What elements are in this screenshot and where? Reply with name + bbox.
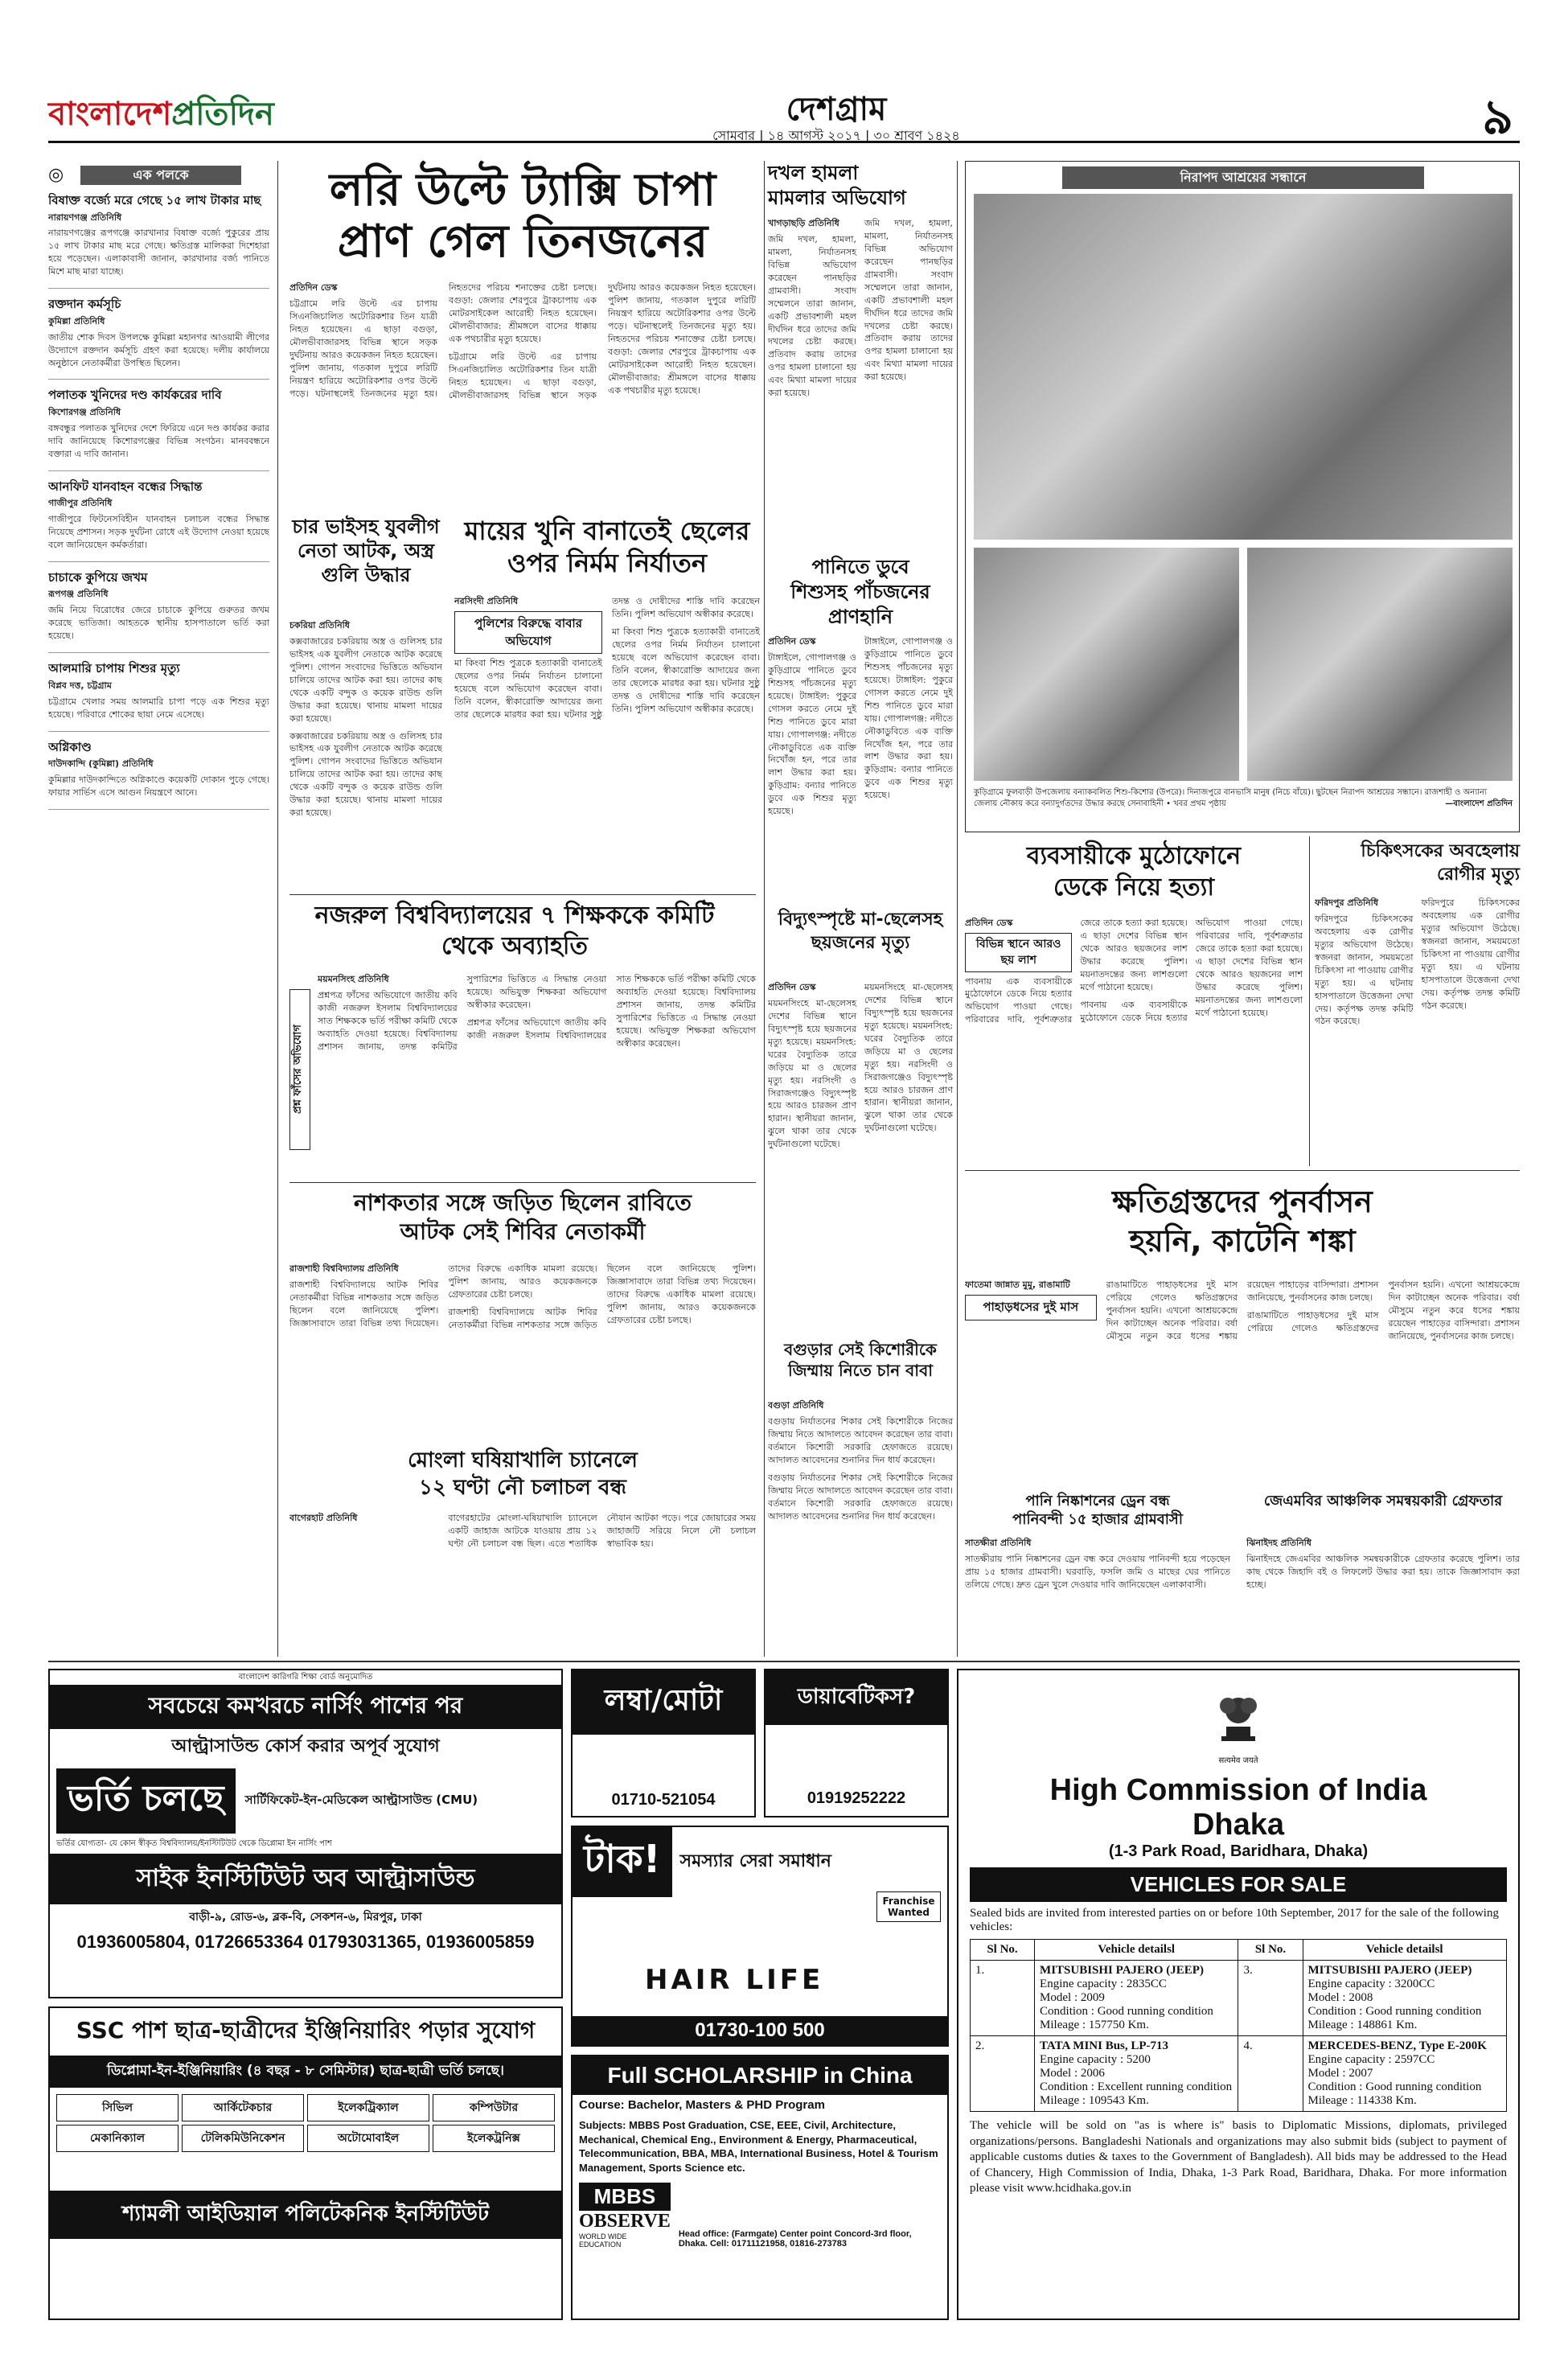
rajshahi-text: রাজশাহী বিশ্ববিদ্যালয়ে আটক শিবির নেতাকর্মীরা বিভিন্ন নাশকতার সঙ্গে জড়িত ছিলেন বলে জানিয়েছে পুলিশ। জিজ্ঞাসাবাদে তারা বিভিন্ন তথ্য দিয়েছেন। তাদের বিরুদ্ধে একাধিক মামলা রয়েছে। পুলিশ জানায়, আরও কয়েকজনকে গ্রেফতারের চেষ্টা চলছে।	[289, 1263, 597, 1329]
ek-palak-list	[48, 193, 269, 810]
scholarship-ad-tagline: WORLD WIDE EDUCATION	[579, 2232, 627, 2249]
section-title: দেশগ্রাম	[786, 91, 887, 128]
vehicle-name: MITSUBISHI PAJERO (JEEP)	[1040, 1964, 1204, 1977]
mongla-headline[interactable]	[289, 1448, 756, 1502]
ashoka-emblem-icon	[1210, 1678, 1266, 1751]
vehicle-engine: Engine capacity : 5200	[1040, 2053, 1151, 2066]
ek-palak-item-byline: নারায়ণগঞ্জ প্রতিনিধি	[48, 212, 122, 223]
arrest-headline[interactable]: চার ভাইসহ যুবলীগ নেতা আটক, অস্ত্র গুলি উদ্ধার	[292, 515, 440, 586]
photo-feature	[965, 161, 1520, 832]
vehicle-sl: 1.	[971, 1961, 1035, 2036]
land-text: জমি দখল, হামলা, মামলা, নির্যাতনসহ বিভিন্ন অভিযোগ করেছেন পানছড়ির গ্রামবাসী। সংবাদ সম্মেলনে তারা জানান, একটি প্রভাবশালী মহল দীর্ঘদিন ধরে তাদের জমি দখলের চেষ্টা করছে। প্রতিবাদ করায় তাদের ওপর হামলা চালানো হয় এবং মিথ্যা মামলা দায়ের করা হয়েছে।	[768, 233, 856, 399]
rajshahi-byline: রাজশাহী বিশ্ববিদ্যালয় প্রতিনিধি	[289, 1263, 399, 1274]
vehicle-sl: 2.	[971, 2036, 1035, 2112]
business-subhead: বিভিন্ন স্থানে আরও ছয় লাশ	[965, 933, 1072, 972]
hair-ad-brand: HAIR LIFE	[645, 1964, 824, 1996]
ek-palak-item-title: রক্তদান কর্মসূচি	[48, 297, 121, 312]
rajshahi-headline-line2: আটক সেই শিবির নেতাকর্মী	[400, 1218, 646, 1246]
water-headline-line1: পানি নিষ্কাশনের ড্রেন বন্ধ	[1025, 1493, 1170, 1509]
flood-photo-bottom-right[interactable]	[1247, 548, 1513, 781]
lead-headline[interactable]	[289, 165, 756, 269]
ek-palak-item-title: বিষাক্ত বর্জ্যে মরে গেছে ১৫ লাখ টাকার মাছ	[48, 193, 261, 207]
ek-palak-item[interactable]	[48, 570, 269, 653]
ek-palak-item[interactable]	[48, 479, 269, 562]
university-side-label-box	[289, 989, 310, 1150]
land-byline: খাগড়াছড়ি প্রতিনিধি	[768, 218, 839, 228]
hci-city: Dhaka	[1192, 1808, 1285, 1842]
university-text: প্রশ্নপত্র ফাঁসের অভিযোগে জাতীয় কবি কাজী নজরুল ইসলাম বিশ্ববিদ্যালয়ের সাত শিক্ষককে ভর্তি পরীক্ষা কমিটি থেকে অব্যাহতি দেওয়া হয়েছে। বিশ্ববিদ্যালয় প্রশাসন জানায়, তদন্ত কমিটির সুপারিশের ভিত্তিতে এ সিদ্ধান্ত নেওয়া হয়েছে। অভিযুক্ত শিক্ষকরা অভিযোগ অস্বীকার করেছেন।	[318, 974, 607, 1052]
nursing-ad-institute: সাইক ইনস্টিটিউট অব আল্ট্রাসাউন্ড	[50, 1854, 561, 1904]
col-vehicle: Vehicle detailsl	[1035, 1940, 1238, 1961]
emblem-motto: सत्यमेव जयते	[1218, 1756, 1258, 1765]
mother-headline[interactable]: মায়ের খুনি বানাতেই ছেলের ওপর নির্মম নির্যাতন	[464, 515, 750, 578]
university-body	[318, 973, 756, 1174]
mother-text: মা কিংবা শিশু পুত্রকে হত্যাকারী বানাতেই ছেলের ওপর নির্মম নির্যাতন চালানো হয়েছে বলে অভিযোগ করেছেন বাবা। তিনি বলেন, স্বীকারোক্তি আদায়ের জন্য তার ছেলেকে মারধর করা হয়। ঘটনার সুষ্ঠু তদন্ত ও দোষীদের শাস্তি দাবি করেছেন তিনি। পুলিশ অভিযোগ অস্বীকার করেছে।	[454, 596, 760, 721]
electric-byline: প্রতিদিন ডেস্ক	[768, 982, 816, 992]
mongla-headline-line2: ১২ ঘণ্টা নৌ চলাচল বন্ধ	[418, 1475, 627, 1500]
nursing-ad-course: সার্টিফিকেট-ইন-মেডিকেল আল্ট্রাসাউন্ড (CMU)	[244, 1792, 478, 1807]
lower-right-stories	[965, 1492, 1520, 1653]
mother-body	[454, 595, 760, 893]
ek-palak-item-body: চট্টগ্রামে খেলার সময় আলমারি চাপা পড়ে এক শিশুর মৃত্যু হয়েছে। পরিবারে শোকের ছায়া নেমে এসেছে।	[48, 696, 269, 720]
col-sl: Sl No.	[1238, 1940, 1303, 1961]
ads-divider	[48, 1661, 1520, 1662]
vehicle-details	[1035, 1961, 1238, 2036]
vehicle-condition: Condition : Good running condition	[1307, 2005, 1482, 2018]
mongla-byline: বাগেরহাট প্রতিনিধি	[289, 1513, 358, 1523]
vehicles-table	[970, 1939, 1507, 2112]
jmb-headline[interactable]: জেএমবির আঞ্চলিক সমন্বয়কারী গ্রেফতার	[1263, 1493, 1503, 1509]
scholarship-ad[interactable]	[571, 2055, 949, 2320]
electric-text: ময়মনসিংহে মা-ছেলেসহ দেশের বিভিন্ন স্থানে বিদ্যুৎস্পৃষ্ট হয়ে ছয়জনের মৃত্যু হয়েছে। ময়মনসিংহ: ঘরের বৈদ্যুতিক তারে জড়িয়ে মা ও ছেলের মৃত্যু হয়। নরসিংদী ও সিরাজগঞ্জেও বিদ্যুৎস্পৃষ্ট হয়ে আরও চারজন প্রাণ হারান। স্থানীয়রা জানান, ঝুলে থাকা তার থেকে দুর্ঘটনাগুলো ঘটেছে।	[768, 997, 856, 1150]
ssc-ad-headline: SSC পাশ ছাত্র-ছাত্রীদের ইঞ্জিনিয়ারিং পড়ার সুযোগ	[76, 2017, 536, 2043]
vehicles-table-body	[971, 1961, 1507, 2112]
vehicle-model: Model : 2006	[1040, 2067, 1105, 2080]
vehicle-engine: Engine capacity : 3200CC	[1307, 1978, 1435, 1990]
business-body	[965, 917, 1303, 1158]
business-headline-line2: ডেকে নিয়ে হত্যা	[1053, 873, 1215, 902]
ek-palak-item-body: গাজীপুরে ফিটনেসবিহীন যানবাহন চলাচল বন্ধের সিদ্ধান্ত নিয়েছে প্রশাসন। সড়ক দুর্ঘটনা রোধে এই উদ্যোগ নেওয়া হয়েছে বলে জানিয়েছেন কর্মকর্তারা।	[48, 514, 269, 550]
scholarship-ad-subjects: Subjects: MBBS Post Graduation, CSE, EEE, Civil, Architecture, Mechanical, Chemical Eng., Environment & Energy, Pharmaceutical, Telecommunication, BBA, MBA, International Business, Hotel & Tourism Management, Sports Science etc.	[579, 2119, 938, 2174]
ssc-department: ইলেকট্রনিক্স	[433, 2125, 555, 2152]
flood-photo-top[interactable]	[974, 194, 1513, 540]
university-text-repeat: প্রশ্নপত্র ফাঁসের অভিযোগে জাতীয় কবি কাজী নজরুল ইসলাম বিশ্ববিদ্যালয়ের সাত শিক্ষককে ভর্তি পরীক্ষা কমিটি থেকে অব্যাহতি দেওয়া হয়েছে। বিশ্ববিদ্যালয় প্রশাসন জানায়, তদন্ত কমিটির সুপারিশের ভিত্তিতে এ সিদ্ধান্ত নেওয়া হয়েছে। অভিযুক্ত শিক্ষকরা অভিযোগ অস্বীকার করেছেন।	[466, 974, 756, 1049]
vehicle-model: Model : 2007	[1307, 2067, 1373, 2080]
masthead	[48, 80, 1520, 146]
logo-part-b: প্রতিদিন	[171, 96, 274, 133]
vehicle-condition: Condition : Good running condition	[1307, 2080, 1482, 2093]
vehicle-condition: Condition : Good running condition	[1040, 2005, 1213, 2018]
ssc-ad[interactable]	[48, 2006, 563, 2320]
bogra-text: বগুড়ায় নির্যাতনের শিকার সেই কিশোরীকে নিজের জিম্মায় নিতে আদালতে আবেদন করেছেন তার বাবা। বর্তমানে কিশোরী সরকারি হেফাজতে রয়েছে। আদালত আবেদনের শুনানির দিন ধার্য করেছেন।	[768, 1415, 953, 1465]
scholarship-ad-headline: Full SCHOLARSHIP in China	[573, 2056, 947, 2095]
jmb-body	[1246, 1537, 1520, 1649]
arrest-byline: চকরিয়া প্রতিনিধি	[289, 620, 350, 630]
vehicles-table-header	[971, 1940, 1507, 1961]
rangamati-subhead: পাহাড়ধসের দুই মাস	[965, 1295, 1097, 1320]
lead-text-repeat: চট্টগ্রামে লরি উল্টে এর চাপায় সিএনজিচালিত অটোরিকশার তিন যাত্রী নিহত হয়েছেন। এ ছাড়া বগুড়া, মৌলভীবাজারসহ বিভিন্ন স্থানে সড়ক দুর্ঘটনায় আরও কয়েকজন নিহত হয়েছেন। পুলিশ জানায়, গতকাল দুপুরে লরিটি নিয়ন্ত্রণ হারিয়ে অটোরিকশার ওপর উল্টে পড়ে। ঘটনাস্থলেই তিনজনের মৃত্যু হয়। নিহতদের পরিচয় শনাক্তের চেষ্টা চলছে। বগুড়া: জেলার শেরপুরে ট্রাকচাপায় এক মোটরসাইকেল আরোহী নিহত হয়েছেন। মৌলভীবাজার: শ্রীমঙ্গলে বাসের ধাক্কায় এক পথচারীর মৃত্যু হয়েছে।	[449, 282, 756, 400]
vehicle-mileage: Mileage : 109543 Km.	[1040, 2094, 1149, 2107]
water-byline: সাতক্ষীরা প্রতিনিধি	[965, 1538, 1032, 1548]
land-text-repeat: জমি দখল, হামলা, মামলা, নির্যাতনসহ বিভিন্ন অভিযোগ করেছেন পানছড়ির গ্রামবাসী। সংবাদ সম্মেলনে তারা জানান, একটি প্রভাবশালী মহল দীর্ঘদিন ধরে তাদের জমি দখলের চেষ্টা করছে। প্রতিবাদ করায় তাদের ওপর হামলা চালানো হয় এবং মিথ্যা মামলা দায়ের করা হয়েছে।	[864, 218, 953, 383]
nursing-ad-top: বাংলাদেশ কারিগরি শিক্ষা বোর্ড অনুমোদিত	[238, 1673, 373, 1682]
vehicle-engine: Engine capacity : 2835CC	[1040, 1978, 1167, 1990]
ssc-ad-institute: শ্যামলী আইডিয়াল পলিটেকনিক ইনস্টিটিউট	[50, 2191, 561, 2239]
nursing-ad[interactable]	[48, 1669, 563, 1998]
university-headline[interactable]: নজরুল বিশ্ববিদ্যালয়ের ৭ শিক্ষককে কমিটি থেকে অব্যাহতি	[314, 902, 715, 960]
land-body	[768, 217, 953, 539]
nursing-ad-admission: ভর্তি চলছে	[56, 1768, 236, 1834]
ek-palak-item-body: জাতীয় শোক দিবস উপলক্ষে কুমিল্লা মহানগর আওয়ামী লীগের উদ্যোগে রক্তদান কর্মসূচি গ্রহণ করা হয়েছে। দলীয় কার্যালয়ে অনুষ্ঠানে নেতাকর্মীরা উপস্থিত ছিলেন।	[48, 331, 269, 368]
ek-palak-item-byline: বিপ্লব দত্ত, চট্টগ্রাম	[48, 680, 112, 691]
bogra-headline[interactable]: বগুড়ার সেই কিশোরীকে জিম্মায় নিতে চান বাবা	[784, 1340, 937, 1380]
photo-caption-text: কুড়িগ্রামে ফুলবাড়ী উপজেলায় বন্যাকবলিত শিশু-কিশোর (উপরে)। দিনাজপুরে বানভাসি মানুষ (নিচে বাঁয়ে)। ছুটছেন নিরাপদ আশ্রয়ের সন্ধানে। রাজশাহী ও অন্যান্য জেলায় নৌকায় করে বন্যাদুর্গতদের উদ্ধার করছে সেনাবাহিনী • খবর প্রথম পৃষ্ঠায়	[974, 788, 1487, 808]
column-divider	[957, 161, 958, 1657]
drown-body	[768, 635, 953, 901]
nursing-ad-phones: 01936005804, 01726653364 01793031365, 01936005859	[76, 1932, 535, 1952]
ek-palak-item-title: আনফিট যানবাহন বন্ধের সিদ্ধান্ত	[48, 478, 203, 494]
ek-palak-item-title: অগ্নিকাণ্ড	[48, 739, 92, 754]
water-headline-line2: পানিবন্দী ১৫ হাজার গ্রামবাসী	[1012, 1511, 1183, 1529]
ssc-department: ইলেকট্রিক্যাল	[307, 2094, 429, 2121]
drown-headline[interactable]	[768, 555, 953, 630]
vehicle-name: MERCEDES-BENZ, Type E-200K	[1307, 2039, 1487, 2052]
lead-body	[289, 281, 756, 507]
nursing-ad-headline: সবচেয়ে কমখরচে নার্সিং পাশের পর	[50, 1685, 561, 1729]
hci-address: (1-3 Park Road, Baridhara, Dhaka)	[1108, 1842, 1369, 1860]
jmb-text: ঝিনাইদহে জেএমবির আঞ্চলিক সমন্বয়কারীকে গ্রেফতার করেছে পুলিশ। তার কাছ থেকে জিহাদি বই ও লিফলেট উদ্ধার করা হয়। তাকে জিজ্ঞাসাবাদ করা হচ্ছে।	[1246, 1553, 1520, 1590]
mongla-text: বাগেরহাটের মোংলা-ঘষিয়াখালি চ্যানেলে একটি জাহাজ আটকে যাওয়ায় প্রায় ১২ ঘণ্টা নৌ চলাচল বন্ধ ছিল। এতে শতাধিক নৌযান আটকা পড়ে। পরে জোয়ারের সময় জাহাজটি সরিয়ে নিলে নৌ চলাচল স্বাভাবিক হয়।	[448, 1513, 756, 1549]
vehicle-sl: 3.	[1238, 1961, 1303, 2036]
business-byline: প্রতিদিন ডেস্ক	[965, 918, 1013, 928]
rangamati-text-repeat: রাঙামাটিতে পাহাড়ধসের দুই মাস পেরিয়ে গেলেও ক্ষতিগ্রস্তদের পুনর্বাসন হয়নি। এখনো আশ্রয়কেন্দ্রে দিন কাটাচ্ছেন অনেক পরিবার। বর্ষা মৌসুমে নতুন করে ধসের শঙ্কায় রয়েছেন পাহাড়ের বাসিন্দারা। প্রশাসন জানিয়েছে, পুনর্বাসনের কাজ চলছে।	[1247, 1279, 1520, 1341]
table-row	[971, 1961, 1507, 2036]
doctor-body	[1315, 897, 1520, 1162]
drown-text-repeat: টাঙ্গাইলে, গোপালগঞ্জ ও কুড়িগ্রামে পানিতে ডুবে শিশুসহ পাঁচজনের মৃত্যু হয়েছে। টাঙ্গাইল: পুকুরে গোসল করতে নেমে দুই শিশু পানিতে ডুবে মারা যায়। গোপালগঞ্জ: নদীতে নৌকাডুবিতে এক ব্যক্তি নিখোঁজ হন, পরে তার লাশ উদ্ধার করা হয়। কুড়িগ্রাম: বন্যার পানিতে ডুবে এক শিশুর মৃত্যু হয়েছে।	[864, 636, 953, 801]
ek-palak-item-byline: দাউদকান্দি (কুমিল্লা) প্রতিনিধি	[48, 758, 154, 769]
ek-palak-item-byline: গাজীপুর প্রতিনিধি	[48, 498, 113, 509]
business-headline-line1: ব্যবসায়ীকে মুঠোফোনে	[1026, 842, 1242, 870]
rajshahi-text-repeat: রাজশাহী বিশ্ববিদ্যালয়ে আটক শিবির নেতাকর্মীরা বিভিন্ন নাশকতার সঙ্গে জড়িত ছিলেন বলে জানিয়েছে পুলিশ। জিজ্ঞাসাবাদে তারা বিভিন্ন তথ্য দিয়েছেন। তাদের বিরুদ্ধে একাধিক মামলা রয়েছে। পুলিশ জানায়, আরও কয়েকজনকে গ্রেফতারের চেষ্টা চলছে।	[448, 1263, 756, 1330]
doctor-text-repeat: ফরিদপুরে চিকিৎসকের অবহেলায় এক রোগীর মৃত্যুর অভিযোগ উঠেছে। স্বজনরা জানান, সময়মতো চিকিৎসা না পাওয়ায় রোগীর মৃত্যু হয়। এ ঘটনায় হাসপাতালে উত্তেজনা দেখা দেয়। কর্তৃপক্ষ তদন্ত কমিটি গঠন করেছে।	[1421, 897, 1520, 1011]
arrest-body	[289, 619, 442, 893]
mother-text-repeat: মা কিংবা শিশু পুত্রকে হত্যাকারী বানাতেই ছেলের ওপর নির্মম নির্যাতন চালানো হয়েছে বলে অভিযোগ করেছেন বাবা। তিনি বলেন, স্বীকারোক্তি আদায়ের জন্য তার ছেলেকে মারধর করা হয়। ঘটনার সুষ্ঠু তদন্ত ও দোষীদের শাস্তি দাবি করেছেন তিনি। পুলিশ অভিযোগ অস্বীকার করেছে।	[612, 626, 760, 714]
land-headline-line2: মামলার অভিযোগ	[768, 187, 906, 210]
water-text: সাতক্ষীরায় পানি নিষ্কাশনের ড্রেন বন্ধ করে দেওয়ায় পানিবন্দী হয়ে পড়েছেন প্রায় ১৫ হাজার গ্রামবাসী। ঘরবাড়ি, ফসলি জমি ও মাছের ঘের পানিতে তলিয়ে গেছে। দ্রুত ড্রেন খুলে দেওয়ার দাবি জানিয়েছেন এলাকাবাসী।	[965, 1553, 1230, 1590]
lead-text: চট্টগ্রামে লরি উল্টে এর চাপায় সিএনজিচালিত অটোরিকশার তিন যাত্রী নিহত হয়েছেন। এ ছাড়া বগুড়া, মৌলভীবাজারসহ বিভিন্ন স্থানে সড়ক দুর্ঘটনায় আরও কয়েকজন নিহত হয়েছেন। পুলিশ জানায়, গতকাল দুপুরে লরিটি নিয়ন্ত্রণ হারিয়ে অটোরিকশার ওপর উল্টে পড়ে। ঘটনাস্থলেই তিনজনের মৃত্যু হয়। নিহতদের পরিচয় শনাক্তের চেষ্টা চলছে। বগুড়া: জেলার শেরপুরে ট্রাকচাপায় এক মোটরসাইকেল আরোহী নিহত হয়েছেন। মৌলভীবাজার: শ্রীমঙ্গলে বাসের ধাক্কায় এক পথচারীর মৃত্যু হয়েছে।	[289, 282, 597, 399]
vehicle-mileage: Mileage : 157750 Km.	[1040, 2019, 1149, 2031]
vehicle-name: MITSUBISHI PAJERO (JEEP)	[1307, 1964, 1472, 1977]
ek-palak-item-body: বঙ্গবন্ধুর পলাতক খুনিদের দেশে ফিরিয়ে এনে দণ্ড কার্যকর করার দাবি জানিয়েছে কিশোরগঞ্জের বিভিন্ন সংগঠন। মানববন্ধনে বক্তারা এ দাবি জানান।	[48, 422, 269, 459]
bogra-byline: বগুড়া প্রতিনিধি	[768, 1400, 824, 1411]
ek-palak-item[interactable]	[48, 740, 269, 810]
logo-part-a: বাংলাদেশ	[48, 96, 172, 133]
ssc-department: সিভিল	[56, 2094, 179, 2121]
column-divider	[277, 161, 278, 1657]
vehicle-details	[1035, 2036, 1238, 2112]
electric-body	[768, 981, 953, 1335]
hair-ad-sub: সমস্যার সেরা সমাধান	[679, 1851, 831, 1871]
scholarship-ad-brand: OBSERVE	[579, 2211, 671, 2232]
hci-intro: Sealed bids are invited from interested parties on or before 10th September, 2017 for the sale of the following vehicles:	[970, 1907, 1499, 1933]
ek-palak-item-body: জমি নিয়ে বিরোধের জেরে চাচাকে কুপিয়ে গুরুতর জখম করেছে ভাতিজা। আহতকে স্থানীয় হাসপাতালে ভর্তি করা হয়েছে।	[48, 605, 269, 642]
hair-ad-franchise: Franchise Wanted	[876, 1891, 941, 1922]
arrest-text-repeat: কক্সবাজারের চকরিয়ায় অস্ত্র ও গুলিসহ চার ভাইসহ এক যুবলীগ নেতাকে আটক করেছে পুলিশ। গোপন সংবাদের ভিত্তিতে অভিযান চালিয়ে তাদের আটক করা হয়। তাদের কাছ থেকে একটি বন্দুক ও কয়েক রাউন্ড গুলি উদ্ধার করা হয়েছে। থানায় মামলা দায়ের করা হয়েছে।	[289, 730, 442, 819]
water-headline[interactable]	[965, 1492, 1230, 1530]
lead-headline-line2: প্রাণ গেল তিনজনের	[337, 216, 708, 269]
nursing-ad-address: বাড়ী-৯, রোড-৬, ব্লক-বি, সেকশন-৬, মিরপুর, ঢাকা	[189, 1911, 422, 1924]
diabetes-ad[interactable]	[764, 1669, 949, 1817]
ssc-department: কম্পিউটার	[433, 2094, 555, 2121]
ek-palak-item-body: নারায়ণগঞ্জের রূপগঞ্জে কারখানার বিষাক্ত বর্জ্যে পুকুরের প্রায় ১৫ লাখ টাকার মাছ মরে গেছে। ক্ষতিগ্রস্ত মালিকরা দিশেহারা হয়ে পড়েছেন। এলাকাবাসী জানান, কারখানার বর্জ্য পানিতে মিশে মাছ মারা যাচ্ছে।	[48, 228, 269, 277]
photo-caption	[974, 787, 1513, 809]
rajshahi-body	[289, 1263, 756, 1440]
col-vehicle: Vehicle detailsl	[1303, 1940, 1506, 1961]
vehicle-model: Model : 2008	[1307, 1991, 1373, 2004]
scholarship-ad-contact: Head office: (Farmgate) Center point Concord-3rd floor, Dhaka. Cell: 01711121958, 01816-273783	[678, 2229, 912, 2249]
column-divider	[764, 161, 765, 1657]
jmb-byline: ঝিনাইদহ প্রতিনিধি	[1246, 1538, 1311, 1548]
diabetes-ad-phone: 01919252222	[807, 1789, 906, 1807]
hci-footer: The vehicle will be sold on "as is where is" basis to Diplomatic Missions, diplomats, privileged organizations/persons. Bangladeshi Nationals and organizations may also submit bids (subject to payment of applicable customs duties & taxes to the Government of Bangladesh). All bids may be addressed to the Head of Chancery, High Commission of India, Dhaka, 1-3 Park Road, Baridhara, Dhaka. For more information please visit www.hcidhaka.gov.in	[970, 2119, 1507, 2195]
page-number: ৯	[1482, 89, 1513, 146]
ek-palak-item-title: আলমারি চাপায় শিশুর মৃত্যু	[48, 661, 180, 676]
divider	[965, 1170, 1520, 1171]
height-ad-phone: 01710-521054	[611, 1791, 716, 1809]
ek-palak-item[interactable]	[48, 297, 269, 380]
rajshahi-headline-line1: নাশকতার সঙ্গে জড়িত ছিলেন রাবিতে	[353, 1189, 692, 1216]
column-divider	[1309, 836, 1310, 1166]
lead-headline-line1: লরি উল্টে ট্যাক্সি চাপা	[329, 164, 716, 216]
ek-palak-header	[48, 161, 265, 190]
land-headline[interactable]	[768, 161, 953, 211]
mongla-body	[289, 1512, 756, 1657]
vehicle-mileage: Mileage : 114338 Km.	[1307, 2094, 1417, 2107]
ssc-department: অটোমোবাইল	[307, 2125, 429, 2152]
hci-title: High Commission of India	[1049, 1773, 1427, 1807]
hci-banner: VEHICLES FOR SALE	[970, 1867, 1507, 1902]
rangamati-text: রাঙামাটিতে পাহাড়ধসের দুই মাস পেরিয়ে গেলেও ক্ষতিগ্রস্তদের পুনর্বাসন হয়নি। এখনো আশ্রয়কেন্দ্রে দিন কাটাচ্ছেন অনেক পরিবার। বর্ষা মৌসুমে নতুন করে ধসের শঙ্কায় রয়েছেন পাহাড়ের বাসিন্দারা। প্রশাসন জানিয়েছে, পুনর্বাসনের কাজ চলছে।	[1106, 1279, 1379, 1341]
business-text: পাবনায় এক ব্যবসায়ীকে মুঠোফোনে ডেকে নিয়ে হত্যার অভিযোগ পাওয়া গেছে। পরিবারের দাবি, পূর্বশত্রুতার জেরে তাকে হত্যা করা হয়েছে। এ ছাড়া দেশের বিভিন্ন স্থান থেকে আরও ছয়জনের লাশ উদ্ধার করেছে পুলিশ। ময়নাতদন্তের জন্য লাশগুলো মর্গে পাঠানো হয়েছে।	[965, 918, 1188, 1025]
diabetes-ad-headline: ডায়াবেটিকস?	[766, 1670, 947, 1725]
drown-headline-line2: শিশুসহ পাঁচজনের প্রাণহানি	[790, 581, 930, 629]
hair-ad-headline: টাক!	[573, 1827, 672, 1897]
doctor-text: ফরিদপুরে চিকিৎসকের অবহেলায় এক রোগীর মৃত্যুর অভিযোগ উঠেছে। স্বজনরা জানান, সময়মতো চিকিৎসা না পাওয়ায় রোগীর মৃত্যু হয়। এ ঘটনায় হাসপাতালে উত্তেজনা দেখা দেয়। কর্তৃপক্ষ তদন্ত কমিটি গঠন করেছে।	[1315, 913, 1414, 1027]
vehicle-engine: Engine capacity : 2597CC	[1307, 2053, 1435, 2066]
business-text-repeat: পাবনায় এক ব্যবসায়ীকে মুঠোফোনে ডেকে নিয়ে হত্যার অভিযোগ পাওয়া গেছে। পরিবারের দাবি, পূর্বশত্রুতার জেরে তাকে হত্যা করা হয়েছে। এ ছাড়া দেশের বিভিন্ন স্থান থেকে আরও ছয়জনের লাশ উদ্ধার করেছে পুলিশ। ময়নাতদন্তের জন্য লাশগুলো মর্গে পাঠানো হয়েছে।	[1080, 918, 1303, 1023]
university-byline: ময়মনসিংহ প্রতিনিধি	[318, 974, 389, 984]
bogra-text-repeat: বগুড়ায় নির্যাতনের শিকার সেই কিশোরীকে নিজের জিম্মায় নিতে আদালতে আবেদন করেছেন তার বাবা। বর্তমানে কিশোরী সরকারি হেফাজতে রয়েছে। আদালত আবেদনের শুনানির দিন ধার্য করেছেন।	[768, 1472, 953, 1522]
ssc-department: মেকানিক্যাল	[56, 2125, 179, 2152]
land-headline-line1: দখল হামলা	[768, 162, 859, 184]
ek-palak-column	[48, 193, 269, 1657]
rangamati-body	[965, 1279, 1520, 1488]
doctor-headline-line1: চিকিৎসকের অবহেলায়	[1361, 841, 1520, 861]
mother-subhead: পুলিশের বিরুদ্ধে বাবার অভিযোগ	[454, 611, 602, 655]
ek-palak-item[interactable]	[48, 193, 269, 289]
height-ad-headline: লম্বা/মোটা	[573, 1670, 754, 1735]
ek-palak-item-title: পলাতক খুনিদের দণ্ড কার্যকরের দাবি	[48, 388, 222, 403]
doctor-headline-line2: রোগীর মৃত্যু	[1437, 864, 1520, 885]
photo-feature-label: নিরাপদ আশ্রয়ের সন্ধানে	[1062, 166, 1424, 189]
vehicle-mileage: Mileage : 148861 Km.	[1307, 2019, 1418, 2031]
ek-palak-item-byline: রূপগঞ্জ প্রতিনিধি	[48, 589, 109, 600]
mongla-headline-line1: মোংলা ঘষিয়াখালি চ্যানেলে	[408, 1448, 638, 1472]
lead-byline: প্রতিদিন ডেস্ক	[289, 282, 338, 293]
drown-headline-line1: পানিতে ডুবে	[811, 556, 909, 578]
drown-text: টাঙ্গাইলে, গোপালগঞ্জ ও কুড়িগ্রামে পানিতে ডুবে শিশুসহ পাঁচজনের মৃত্যু হয়েছে। টাঙ্গাইল: পুকুরে গোসল করতে নেমে দুই শিশু পানিতে ডুবে মারা যায়। গোপালগঞ্জ: নদীতে নৌকাডুবিতে এক ব্যক্তি নিখোঁজ হন, পরে তার লাশ উদ্ধার করা হয়। কুড়িগ্রাম: বন্যার পানিতে ডুবে এক শিশুর মৃত্যু হয়েছে।	[768, 651, 856, 817]
rangamati-headline[interactable]	[965, 1182, 1520, 1262]
ssc-department: আর্কিটেকচার	[182, 2094, 304, 2121]
scholarship-ad-course: Course: Bachelor, Masters & PHD Program	[579, 2098, 825, 2112]
scholarship-ad-mbbs: MBBS	[579, 2183, 671, 2211]
col-sl: Sl No.	[971, 1940, 1035, 1961]
divider	[289, 1182, 756, 1183]
arrest-text: কক্সবাজারের চকরিয়ায় অস্ত্র ও গুলিসহ চার ভাইসহ এক যুবলীগ নেতাকে আটক করেছে পুলিশ। গোপন সংবাদের ভিত্তিতে অভিযান চালিয়ে তাদের আটক করা হয়। তাদের কাছ থেকে একটি বন্দুক ও কয়েক রাউন্ড গুলি উদ্ধার করা হয়েছে। থানায় মামলা দায়ের করা হয়েছে।	[289, 635, 442, 724]
rangamati-headline-line1: ক্ষতিগ্রস্তদের পুনর্বাসন	[1112, 1184, 1373, 1219]
nursing-ad-sub: আল্ট্রাসাউন্ড কোর্স করার অপূর্ব সুযোগ	[171, 1735, 440, 1756]
mother-byline: নরসিংদী প্রতিনিধি	[454, 596, 519, 606]
hair-ad[interactable]	[571, 1826, 949, 2047]
ek-palak-item[interactable]	[48, 388, 269, 470]
paper-logo[interactable]	[48, 88, 274, 142]
ssc-ad-departments	[50, 2088, 561, 2158]
flood-photo-bottom-left[interactable]	[974, 548, 1239, 781]
university-side-label: প্রশ্ন ফাঁসের অভিযোগ	[292, 1025, 304, 1115]
electric-text-repeat: ময়মনসিংহে মা-ছেলেসহ দেশের বিভিন্ন স্থানে বিদ্যুৎস্পৃষ্ট হয়ে ছয়জনের মৃত্যু হয়েছে। ময়মনসিংহ: ঘরের বৈদ্যুতিক তারে জড়িয়ে মা ও ছেলের মৃত্যু হয়। নরসিংদী ও সিরাজগঞ্জেও বিদ্যুৎস্পৃষ্ট হয়ে আরও চারজন প্রাণ হারান। স্থানীয়রা জানান, ঝুলে থাকা তার থেকে দুর্ঘটনাগুলো ঘটেছে।	[864, 982, 953, 1134]
doctor-headline[interactable]	[1315, 840, 1520, 886]
ssc-ad-sub: ডিপ্লোমা-ইন-ইঞ্জিনিয়ারিং (৪ বছর - ৮ সেমিস্টার) ছাত্র-ছাত্রী ভর্তি চলছে।	[50, 2056, 561, 2088]
vehicle-details	[1303, 2036, 1506, 2112]
vehicle-model: Model : 2009	[1040, 1991, 1105, 2004]
issue-date: সোমবার | ১৪ আগস্ট ২০১৭ | ৩০ শ্রাবণ ১৪২৪	[712, 128, 960, 143]
height-ad[interactable]	[571, 1669, 756, 1817]
ek-palak-icon: ◎	[48, 164, 64, 185]
ek-palak-item[interactable]	[48, 661, 269, 731]
ek-palak-item-body: কুমিল্লার দাউদকান্দিতে অগ্নিকাণ্ডে কয়েকটি দোকান পুড়ে গেছে। ফায়ার সার্ভিস এসে আগুন নিয়ন্ত্রণে আনে।	[48, 774, 269, 798]
nursing-ad-note: ভর্তির যোগ্যতা- যে কোন স্বীকৃত বিশ্ববিদ্যালয়/ইনস্টিটিউট থেকে ডিপ্লোমা ইন নার্সিং পাশ	[56, 1838, 332, 1848]
vehicle-details	[1303, 1961, 1506, 2036]
table-row	[971, 2036, 1507, 2112]
rangamati-byline: ফাতেমা জান্নাত মুমু, রাঙামাটি	[965, 1279, 1070, 1290]
ek-palak-item-title: চাচাকে কুপিয়ে জখম	[48, 569, 148, 585]
vehicle-sl: 4.	[1238, 2036, 1303, 2112]
ek-palak-item-byline: কুমিল্লা প্রতিনিধি	[48, 315, 105, 327]
ssc-department: টেলিকমিউনিকেশন	[182, 2125, 304, 2152]
drown-byline: প্রতিদিন ডেস্ক	[768, 636, 816, 647]
hci-ad[interactable]	[957, 1669, 1520, 2320]
business-headline[interactable]	[965, 840, 1303, 903]
rangamati-headline-line2: হয়নি, কাটেনি শঙ্কা	[1129, 1223, 1356, 1259]
electric-headline[interactable]: বিদ্যুৎস্পৃষ্টে মা-ছেলেসহ ছয়জনের মৃত্যু	[778, 910, 943, 953]
divider	[289, 894, 756, 895]
hair-ad-phone: 01730-100 500	[573, 2016, 947, 2045]
bogra-body	[768, 1399, 953, 1657]
water-body	[965, 1537, 1230, 1649]
ek-palak-label: এক পলকে	[80, 166, 241, 185]
vehicle-name: TATA MINI Bus, LP-713	[1040, 2039, 1169, 2052]
vehicle-condition: Condition : Excellent running condition	[1040, 2080, 1233, 2093]
ek-palak-item-byline: কিশোরগঞ্জ প্রতিনিধি	[48, 406, 121, 417]
doctor-byline: ফরিদপুর প্রতিনিধি	[1315, 897, 1378, 908]
photo-credit: —বাংলাদেশ প্রতিদিন	[1445, 799, 1513, 808]
rajshahi-headline[interactable]	[289, 1189, 756, 1247]
